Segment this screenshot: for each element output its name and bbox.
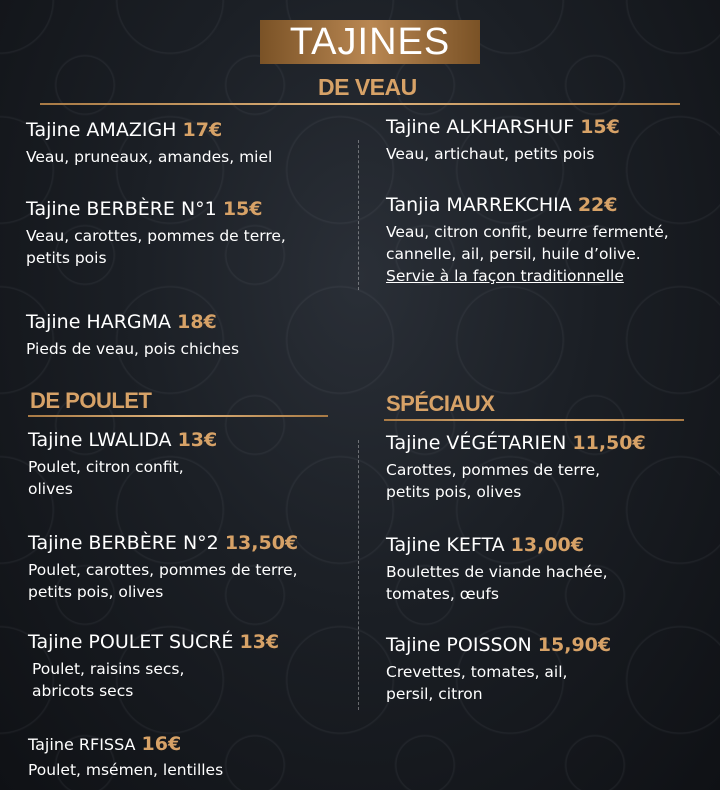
item-description: Veau, pruneaux, amandes, miel bbox=[26, 148, 273, 166]
item-price: 15€ bbox=[580, 116, 620, 138]
item-name: Tajine LWALIDA bbox=[28, 429, 172, 451]
item-description: Boulettes de viande hachée, bbox=[386, 563, 608, 581]
menu-item bbox=[26, 310, 239, 360]
item-name: Tajine POISSON bbox=[386, 634, 532, 656]
item-price: 17€ bbox=[182, 119, 223, 141]
section-rule-speciaux bbox=[384, 419, 684, 421]
menu-item bbox=[26, 197, 286, 269]
item-name: Tajine RFISSA bbox=[28, 735, 136, 754]
section-title-poulet: DE POULET bbox=[30, 388, 152, 413]
menu-item bbox=[28, 428, 217, 500]
item-price: 15€ bbox=[222, 198, 263, 220]
section-rule-poulet bbox=[28, 415, 328, 417]
menu-item bbox=[386, 431, 646, 503]
item-name: Tajine HARGMA bbox=[26, 311, 172, 333]
item-description: petits pois bbox=[26, 249, 107, 267]
item-name: Tajine AMAZIGH bbox=[26, 119, 177, 141]
menu-item bbox=[26, 118, 272, 168]
item-note: Servie à la façon traditionnelle bbox=[386, 267, 624, 285]
item-name: Tajine BERBÈRE N°2 bbox=[28, 532, 219, 554]
item-description: Poulet, citron confit, bbox=[28, 458, 184, 476]
item-name: Tajine VÉGÉTARIEN bbox=[386, 432, 567, 454]
item-name: Tanjia MARREKCHIA bbox=[386, 194, 572, 216]
item-description: Veau, carottes, pommes de terre, bbox=[26, 227, 286, 245]
menu-item bbox=[28, 732, 223, 781]
item-price: 13€ bbox=[177, 429, 218, 451]
item-description: Poulet, raisins secs, bbox=[32, 660, 185, 678]
menu-item bbox=[386, 115, 620, 165]
item-price: 11,50€ bbox=[572, 432, 646, 454]
menu-item bbox=[28, 531, 298, 603]
item-description: cannelle, ail, persil, huile d’olive. bbox=[386, 245, 641, 263]
item-description: Carottes, pommes de terre, bbox=[386, 461, 601, 479]
item-price: 15,90€ bbox=[537, 634, 612, 656]
title-banner bbox=[260, 20, 480, 64]
item-description: abricots secs bbox=[32, 682, 134, 700]
item-name: Tajine ALKHARSHUF bbox=[386, 116, 575, 138]
item-price: 22€ bbox=[577, 194, 618, 216]
page-title: TAJINES bbox=[289, 21, 451, 63]
column-divider-bottom bbox=[358, 440, 359, 710]
section-title-speciaux: SPÉCIAUX bbox=[386, 391, 495, 416]
item-description: petits pois, olives bbox=[386, 483, 522, 501]
item-price: 13,00€ bbox=[510, 534, 584, 556]
item-description: Crevettes, tomates, ail, bbox=[386, 663, 568, 681]
column-divider-top bbox=[358, 140, 359, 290]
item-name: Tajine KEFTA bbox=[386, 534, 505, 556]
item-description: persil, citron bbox=[386, 685, 483, 703]
menu-item bbox=[386, 193, 669, 287]
item-description: Veau, citron confit, beurre fermenté, bbox=[386, 223, 669, 241]
item-description: olives bbox=[28, 480, 73, 498]
section-rule-veau bbox=[40, 103, 680, 105]
menu-item bbox=[386, 633, 611, 705]
menu-item bbox=[28, 630, 279, 702]
item-description: Poulet, carottes, pommes de terre, bbox=[28, 561, 298, 579]
section-title-veau: DE VEAU bbox=[318, 74, 417, 100]
item-description: Pieds de veau, pois chiches bbox=[26, 340, 240, 358]
item-price: 18€ bbox=[177, 311, 217, 333]
item-name: Tajine POULET SUCRÉ bbox=[28, 631, 234, 653]
item-price: 13,50€ bbox=[224, 532, 299, 554]
item-description: Poulet, msémen, lentilles bbox=[28, 761, 224, 779]
item-name: Tajine BERBÈRE N°1 bbox=[26, 198, 217, 220]
menu-item bbox=[386, 533, 608, 605]
item-price: 13€ bbox=[239, 631, 280, 653]
item-price: 16€ bbox=[141, 733, 182, 755]
item-description: petits pois, olives bbox=[28, 583, 164, 601]
item-description: Veau, artichaut, petits pois bbox=[386, 145, 595, 163]
item-description: tomates, œufs bbox=[386, 585, 499, 603]
